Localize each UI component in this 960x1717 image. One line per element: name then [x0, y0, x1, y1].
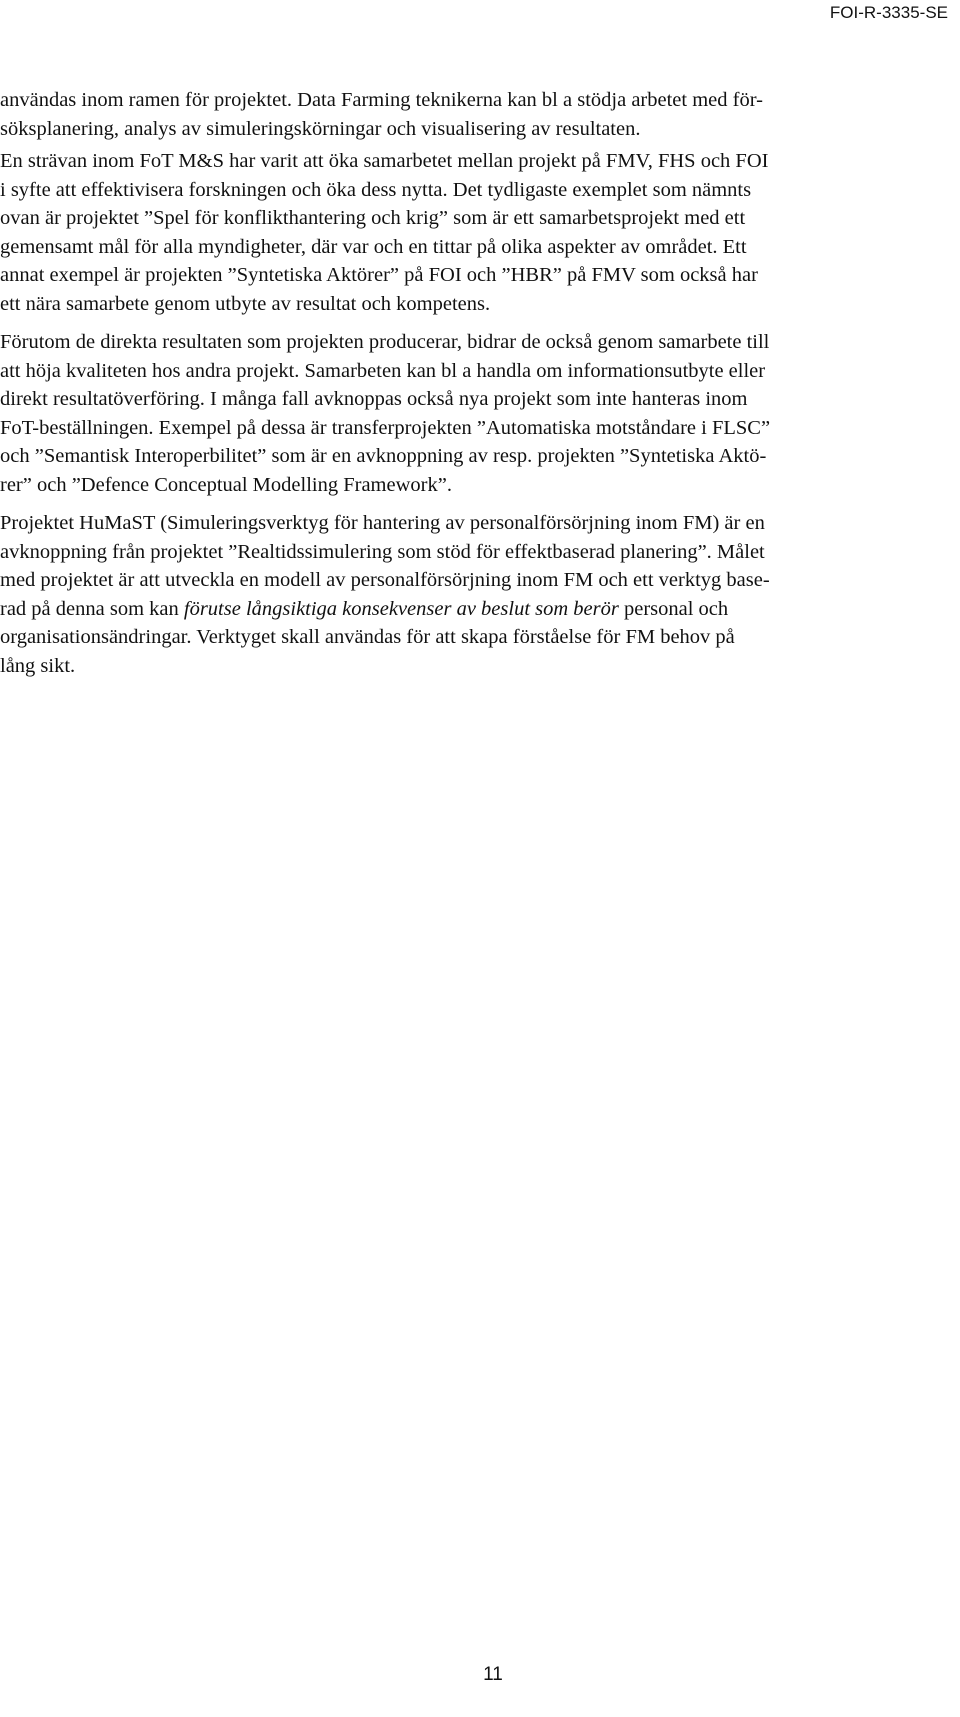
- text-line: rer” och ”Defence Conceptual Modelling Framework”.: [0, 473, 452, 496]
- text-line: i syfte att effektivisera forskningen och öka dess nytta. Det tydligaste exemplet som nämnts: [0, 178, 752, 201]
- text-line: ovan är projektet ”Spel för konflikthantering och krig” som är ett samarbetsprojekt med ett: [0, 207, 746, 229]
- text-line: att höja kvaliteten hos andra projekt. Samarbeten kan bl a handla om informationsutbyte eller: [0, 359, 766, 382]
- text-line: [0, 595, 912, 624]
- emphasized-text: förutse långsiktiga konsekvenser av beslut som berör: [183, 597, 619, 620]
- report-id: FOI-R-3335-SE: [829, 3, 948, 22]
- text-line: avknoppning från projektet ”Realtidssimulering som stöd för effektbaserad planering”. Målet: [0, 540, 765, 563]
- text-line: organisationsändringar. Verktyget skall användas för att skapa förståelse för FM behov på: [0, 626, 735, 648]
- text-line: gemensamt mål för alla myndigheter, där var och en tittar på olika aspekter av området. Ett: [0, 235, 747, 258]
- document-body: [0, 86, 912, 690]
- text-line: användas inom ramen för projektet. Data Farming teknikerna kan bl a stödja arbetet med för-: [0, 89, 763, 111]
- text-line: lång sikt.: [0, 654, 76, 677]
- paragraph-1: [0, 86, 912, 143]
- paragraph-4: [0, 509, 912, 680]
- text-line: FoT-beställningen. Exempel på dessa är transferprojekten ”Automatiska motståndare i FLSC”: [0, 416, 771, 439]
- text-line: med projektet är att utveckla en modell av personalförsörjning inom FM och ett verktyg base-: [0, 569, 770, 591]
- text-line: direkt resultatöverföring. I många fall avknoppas också nya projekt som inte hanteras inom: [0, 388, 748, 410]
- text-line: ett nära samarbete genom utbyte av resultat och kompetens.: [0, 292, 491, 315]
- text-segment: personal och: [618, 597, 729, 620]
- page-number: 11: [483, 1664, 503, 1685]
- text-segment: rad på denna som kan: [0, 597, 184, 620]
- text-line: Förutom de direkta resultaten som projekten producerar, bidrar de också genom samarbete till: [0, 331, 770, 353]
- text-line: och ”Semantisk Interoperbilitet” som är en avknoppning av resp. projekten ”Syntetiska Aktö-: [0, 445, 767, 467]
- text-line: En strävan inom FoT M&S har varit att öka samarbetet mellan projekt på FMV, FHS och FOI: [0, 150, 769, 172]
- text-line: Projektet HuMaST (Simuleringsverktyg för hantering av personalförsörjning inom FM) är en: [0, 512, 765, 534]
- text-line: annat exempel är projekten ”Syntetiska Aktörer” på FOI och ”HBR” på FMV som också har: [0, 264, 758, 286]
- paragraph-2: [0, 147, 912, 318]
- paragraph-3: [0, 328, 912, 499]
- text-line: söksplanering, analys av simuleringskörningar och visualisering av resultaten.: [0, 117, 641, 140]
